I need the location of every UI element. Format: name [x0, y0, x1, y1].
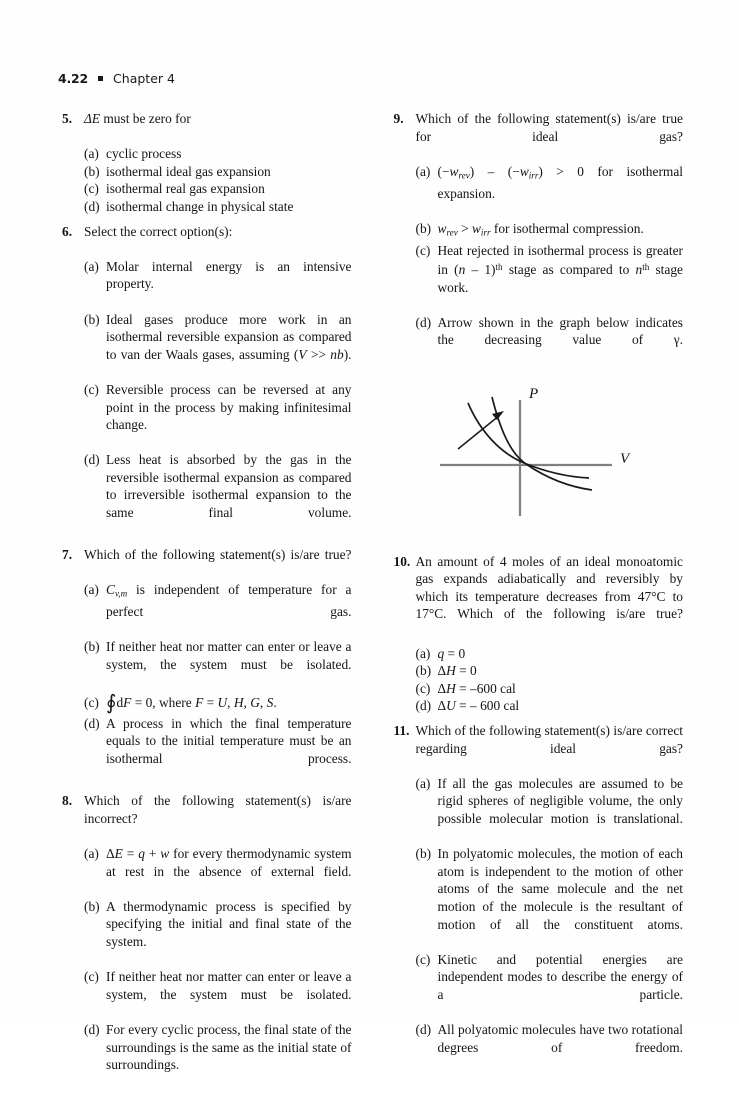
option-list — [416, 163, 684, 367]
option-list — [84, 258, 352, 540]
option-b[interactable] — [84, 163, 352, 181]
curve-lower-gamma — [492, 397, 592, 490]
option-a[interactable] — [416, 775, 684, 845]
option-c[interactable] — [84, 381, 352, 451]
option-c[interactable] — [84, 968, 352, 1021]
option-text: ΔU = – 600 cal — [437, 698, 520, 714]
option-b[interactable] — [416, 845, 684, 951]
option-label: (d) — [84, 715, 100, 731]
option-text: If neither heat nor matter can enter or leave a system, the system must be isolated. — [106, 969, 352, 1002]
option-d[interactable] — [84, 1021, 352, 1091]
page-folio: 4.22 — [58, 71, 89, 86]
question-6 — [58, 223, 352, 540]
option-a[interactable] — [416, 645, 684, 663]
option-a[interactable] — [84, 845, 352, 898]
question-7 — [58, 546, 352, 785]
option-label: (d) — [415, 1022, 432, 1038]
option-text: Less heat is absorbed by the gas in the reversible isothermal expansion as compared to irreversible isothermal expansion to the same final volume. — [106, 452, 352, 521]
question-stem: Which of the following statement(s) is/are incorrect? — [84, 793, 352, 826]
option-text: In polyatomic molecules, the motion of each atom is independent to the motion of other atoms of the same molecule and the net motion of the molecule is the resultant of motion of all the constituent atoms. — [437, 846, 683, 932]
option-text: ΔE = q + w for every thermodynamic system at rest in the absence of external field. — [106, 846, 352, 879]
option-text: isothermal ideal gas expansion — [106, 163, 271, 179]
option-b[interactable] — [84, 898, 352, 968]
option-text: ∮dF = 0, where F = U, H, G, S. — [106, 690, 277, 715]
option-label: (a) — [84, 146, 99, 162]
option-label: (c) — [415, 242, 431, 258]
option-label: (a) — [415, 645, 431, 661]
option-text: All polyatomic molecules have two rotational degrees of freedom. — [437, 1022, 683, 1055]
option-label: (a) — [84, 846, 99, 862]
option-text: Molar internal energy is an intensive property. — [106, 258, 352, 292]
question-stem: Which of the following statement(s) is/are true? — [84, 547, 352, 563]
option-a[interactable] — [84, 145, 352, 163]
question-stem: Which of the following statement(s) is/are correct regarding ideal gas? — [415, 723, 683, 756]
option-label: (c) — [84, 381, 99, 397]
decreasing-gamma-arrowhead-icon — [492, 411, 504, 420]
option-text: $w_{rev} > w_{irr}$ for isothermal compression. — [437, 220, 644, 238]
option-label: (b) — [84, 311, 100, 327]
question-stem: An amount of 4 moles of an ideal monoatomic gas expands adiabatically and reversibly by which its temperature decreases from 47°C to 17°C. Which of the following is/are true? — [415, 553, 683, 622]
option-label: (a) — [84, 258, 99, 274]
option-text: $(-w_{rev}) - (-w_{irr}) > 0$ for isothermal expansion. — [437, 163, 683, 201]
option-text: isothermal change in physical state — [106, 198, 294, 214]
option-label: (b) — [84, 163, 100, 179]
option-c[interactable] — [416, 242, 684, 314]
option-label: (d) — [84, 198, 100, 214]
option-label: (c) — [84, 695, 99, 711]
question-stem: Select the correct option(s): — [84, 223, 233, 239]
option-text: $C_{v,m}$ is independent of temperature for a perfect gas. — [106, 582, 352, 620]
question-8 — [58, 792, 352, 1091]
right-column — [390, 110, 684, 1098]
option-d[interactable] — [84, 198, 352, 216]
option-label: (c) — [84, 969, 99, 985]
option-b[interactable] — [84, 638, 352, 691]
option-d[interactable] — [84, 715, 352, 785]
option-c[interactable] — [416, 951, 684, 1021]
option-text: ΔH = –600 cal — [437, 680, 516, 696]
option-label: (d) — [84, 1021, 100, 1037]
option-text: If neither heat nor matter can enter or leave a system, the system must be isolated. — [106, 639, 352, 673]
contour-integral-icon: ∮ — [106, 690, 117, 715]
option-label: (c) — [84, 181, 99, 197]
option-label: (a) — [84, 582, 99, 598]
option-text: q = 0 — [437, 645, 466, 661]
option-text: Arrow shown in the graph below indicates the decreasing value of γ. — [437, 314, 683, 348]
question-number: 10. — [393, 553, 411, 569]
option-text: Heat rejected in isothermal process is greater in (n – 1)$^{th}$ stage as compared to $n^{th}$ stage work. — [437, 242, 683, 295]
question-10 — [390, 553, 684, 715]
option-text: isothermal real gas expansion — [106, 181, 265, 197]
option-d[interactable] — [416, 1021, 684, 1074]
option-c[interactable] — [84, 690, 352, 715]
option-list — [84, 845, 352, 1091]
question-number: 6. — [62, 223, 73, 239]
volume-axis-label: V — [620, 450, 630, 467]
option-label: (d) — [415, 698, 432, 714]
option-a[interactable] — [416, 163, 684, 220]
option-text: Reversible process can be reversed at any point in the process by making infinitesimal change. — [106, 381, 352, 433]
running-head — [58, 71, 175, 86]
pressure-axis-label: P — [529, 385, 539, 402]
option-text: Ideal gases produce more work in an isothermal reversible expansion as compared to van der Waals gases, assuming (V >> nb). — [106, 311, 352, 362]
option-label: (b) — [415, 663, 432, 679]
decreasing-gamma-arrow-shaft — [458, 415, 500, 449]
option-label: (c) — [415, 951, 431, 967]
question-number: 8. — [62, 793, 73, 809]
option-a[interactable] — [84, 258, 352, 311]
left-column — [58, 110, 352, 1098]
option-label: (d) — [84, 452, 100, 468]
option-c[interactable] — [84, 180, 352, 198]
question-9 — [390, 110, 684, 546]
square-bullet-icon — [98, 76, 103, 81]
chapter-title: Chapter 4 — [113, 71, 175, 86]
option-text: ΔH = 0 — [437, 663, 477, 679]
pv-diagram-svg — [434, 373, 664, 538]
question-number: 7. — [62, 547, 73, 563]
option-a[interactable] — [84, 581, 352, 638]
option-c[interactable] — [416, 680, 684, 698]
option-b[interactable] — [84, 311, 352, 381]
question-stem: ΔE must be zero for — [84, 111, 191, 126]
option-label: (a) — [415, 775, 431, 791]
option-d[interactable] — [416, 697, 684, 715]
option-text: For every cyclic process, the final state of the surroundings is the same as the initial state of surroundings. — [106, 1021, 352, 1073]
two-column-body — [58, 110, 683, 1098]
option-label: (b) — [84, 639, 100, 655]
question-5 — [58, 110, 352, 216]
option-text: A process in which the final temperature equals to the initial temperature must be an isothermal process. — [106, 715, 352, 767]
option-label: (b) — [415, 846, 432, 862]
option-text: A thermodynamic process is specified by specifying the initial and final state of the system. — [106, 898, 352, 949]
question-number: 11. — [393, 723, 410, 738]
option-list — [416, 645, 684, 715]
option-label: (c) — [415, 680, 431, 696]
option-label: (b) — [415, 220, 432, 236]
pressure-volume-diagram — [416, 373, 684, 538]
question-number: 9. — [393, 111, 404, 126]
question-11 — [390, 722, 684, 1074]
option-list — [84, 581, 352, 785]
option-list — [84, 145, 352, 215]
option-label: (a) — [415, 163, 431, 179]
option-label: (d) — [415, 314, 432, 330]
option-b[interactable] — [416, 220, 684, 242]
question-number: 5. — [62, 111, 73, 126]
option-list — [416, 775, 684, 1074]
option-d[interactable] — [416, 314, 684, 367]
question-stem: Which of the following statement(s) is/are true for ideal gas? — [415, 111, 683, 144]
curve-upper-gamma — [468, 403, 589, 478]
option-label: (b) — [84, 898, 100, 914]
option-text: Kinetic and potential energies are independent modes to describe the energy of a particle. — [437, 951, 683, 1002]
option-d[interactable] — [84, 451, 352, 539]
option-text: cyclic process — [106, 146, 182, 162]
option-text: If all the gas molecules are assumed to be rigid spheres of negligible volume, the only possible molecular motion is translational. — [437, 775, 683, 826]
option-b[interactable] — [416, 662, 684, 680]
